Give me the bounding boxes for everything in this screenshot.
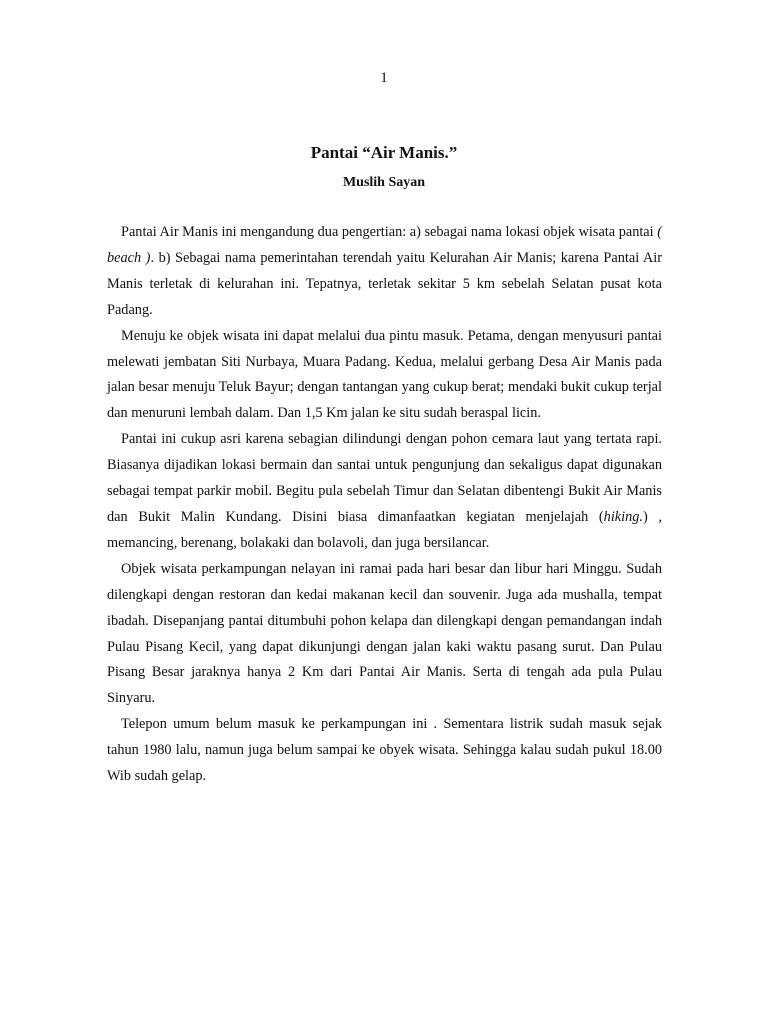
paragraph-1: Pantai Air Manis ini mengandung dua pengertian: a) sebagai nama lokasi objek wisata pantai ( beach ). b) Sebagai nama pemerintahan terendah yaitu Kelurahan Air Manis; karena Pantai Air Manis terletak di kelurahan ini. Tepatnya, terletak sekitar 5 km sebelah Selatan pusat kota Padang. (107, 224, 662, 318)
article-body (107, 220, 662, 790)
paragraph-4: Objek wisata perkampungan nelayan ini ramai pada hari besar dan libur hari Minggu. Sudah dilengkapi dengan restoran dan kedai makanan kecil dan souvenir. Juga ada mushalla, tempat ibadah. Disepanjang pantai ditumbuhi pohon kelapa dan dilengkapi dengan pemandangan indah Pulau Pisang Kecil, yang dapat dikunjungi dengan jalan kaki waktu pasang surut. Dan Pulau Pisang Besar jaraknya hanya 2 Km dari Pantai Air Manis. Serta di tengah ada pula Pulau Sinyaru. (107, 560, 662, 707)
author-name: Muslih Sayan (342, 175, 426, 190)
document-title: Pantai “Air Manis.” (310, 143, 458, 162)
paragraph-2: Menuju ke objek wisata ini dapat melalui dua pintu masuk. Petama, dengan menyusuri pantai melewati jembatan Siti Nurbaya, Muara Padang. Kedua, melalui gerbang Desa Air Manis pada jalan besar menuju Teluk Bayur; dengan tantangan yang cukup berat; mendaki bukit cukup terjal dan menuruni lembah dalam. Dan 1,5 Km jalan ke situ sudah beraspal licin. (107, 327, 662, 422)
page-number: 1 (380, 70, 388, 86)
paragraph-3: Pantai ini cukup asri karena sebagian dilindungi dengan pohon cemara laut yang tertata rapi. Biasanya dijadikan lokasi bermain dan santai untuk pengunjung dan sekaligus dapat digunakan sebagai tempat parkir mobil. Begitu pula sebelah Timur dan Selatan dibentengi Bukit Air Manis dan Bukit Malin Kundang. Disini biasa dimanfaatkan kegiatan menjelajah (hiking.) , memancing, berenang, bolakaki dan bolavoli, dan juga bersilancar. (107, 431, 662, 551)
paragraph-5: Telepon umum belum masuk ke perkampungan ini . Sementara listrik sudah masuk sejak tahun 1980 lalu, namun juga belum sampai ke obyek wisata. Sehingga kalau sudah pukul 18.00 Wib sudah gelap. (107, 716, 662, 785)
